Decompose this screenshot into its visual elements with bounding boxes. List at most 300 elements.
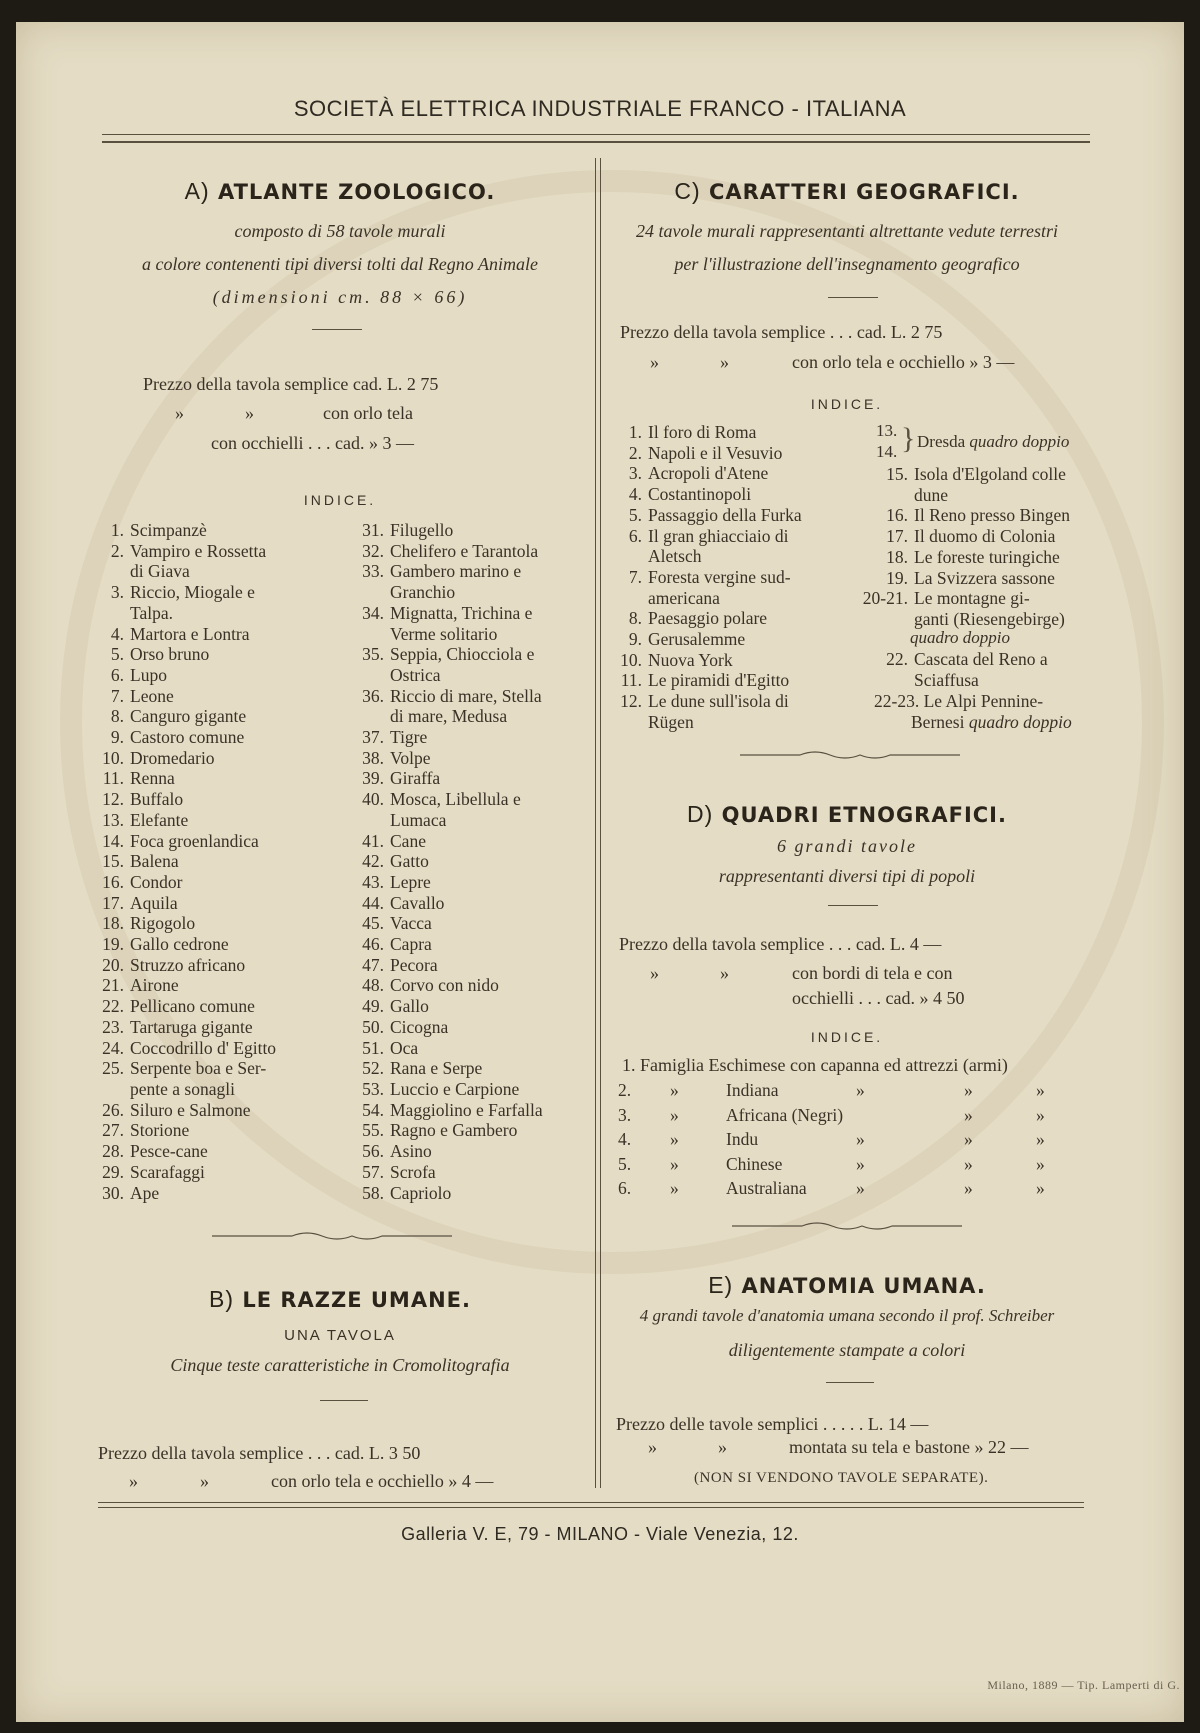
section-b-letter: B): [209, 1286, 234, 1312]
index-number: 41.: [362, 830, 384, 851]
index-number: 4.: [110, 623, 124, 644]
index-label: Scrofa: [390, 1161, 436, 1182]
index-entry: [90, 934, 316, 955]
index-entry: [608, 629, 840, 650]
index-number: 57.: [362, 1161, 384, 1182]
section-e-desc1: 4 grandi tavole d'anatomia umana secondo il prof. Schreiber: [639, 1306, 1055, 1325]
index-label: Luccio e Carpione: [390, 1078, 520, 1099]
index-number: 7.: [110, 685, 124, 706]
index-label: Leone: [130, 685, 174, 706]
index-entry: [350, 1079, 572, 1100]
index-label: Siluro e Salmone: [130, 1099, 251, 1120]
index-number: [850, 485, 914, 506]
index-label: americana: [648, 587, 720, 608]
section-c-note2: quadro doppio: [910, 628, 1010, 647]
index-number: 36.: [362, 685, 384, 706]
section-e-title: [612, 1272, 1082, 1299]
ethno-cell-e: »: [1036, 1129, 1045, 1150]
index-entry: [350, 644, 572, 665]
ethno-cell-d: »: [964, 1178, 973, 1199]
ethno-cell-e: »: [1036, 1104, 1045, 1125]
section-d-table: [618, 1078, 1088, 1201]
section-b-price2: con orlo tela e occhiello » 4 —: [271, 1471, 494, 1491]
ethno-cell-name: Chinese: [726, 1153, 783, 1174]
index-entry: [90, 748, 316, 769]
index-entry: [608, 608, 840, 629]
section-d-price2-ditto2: »: [720, 963, 729, 983]
section-a-price2-ditto2: »: [245, 403, 254, 423]
ethno-cell-d: »: [964, 1129, 973, 1150]
index-label: Oca: [390, 1037, 419, 1058]
index-number: 54.: [362, 1099, 384, 1120]
index-number: 18.: [102, 913, 124, 934]
ethno-cell-e: »: [1036, 1080, 1045, 1100]
index-number: 4.: [628, 484, 642, 505]
index-number: 45.: [362, 913, 384, 934]
flourish-d: [732, 1220, 962, 1232]
index-entry: [90, 1183, 316, 1204]
index-label: Pecora: [390, 954, 438, 975]
section-d-letter: D): [687, 801, 714, 827]
footer-address: Galleria V. E, 79 - MILANO - Viale Venezia, 12.: [401, 1524, 799, 1544]
section-e-price2-ditto1: »: [648, 1437, 657, 1457]
ethno-cell-n: 4.: [618, 1129, 632, 1150]
ethno-cell-c: »: [856, 1080, 865, 1100]
index-label: Granchio: [390, 582, 456, 603]
section-c-dresda: Dresda: [917, 432, 966, 451]
index-number: [608, 588, 648, 609]
index-label: Serpente boa e Ser-: [130, 1058, 267, 1079]
index-entry: [350, 561, 572, 582]
index-entry: [90, 1162, 316, 1183]
ethno-cell-d: »: [964, 1153, 973, 1174]
section-a-price2-ditto1: »: [175, 403, 184, 423]
section-e-price2-ditto2: »: [718, 1437, 727, 1457]
index-entry: [608, 588, 840, 609]
index-label: Il gran ghiacciaio di: [648, 525, 789, 546]
index-entry: [608, 505, 840, 526]
index-label: Coccodrillo d' Egitto: [130, 1037, 277, 1058]
index-entry: [608, 546, 840, 567]
index-entry: [90, 541, 316, 562]
index-label: pente a sonagli: [130, 1078, 235, 1099]
index-number: 53.: [362, 1078, 384, 1099]
section-b-desc: Cinque teste caratteristiche in Cromolitografia: [170, 1355, 510, 1375]
index-number: 6.: [110, 664, 124, 685]
index-entry: [608, 443, 840, 464]
section-b-sub: UNA TAVOLA: [284, 1327, 396, 1344]
index-number: [350, 582, 390, 603]
index-label: Mignatta, Trichina e: [390, 602, 533, 623]
index-label: Costantinopoli: [648, 484, 752, 505]
section-d-indice: INDICE.: [810, 1029, 884, 1045]
index-label: Gatto: [390, 851, 429, 872]
ethno-row: [618, 1176, 1088, 1201]
index-entry: [90, 955, 316, 976]
index-label: Sciaffusa: [914, 669, 979, 690]
index-number: 25.: [102, 1058, 124, 1079]
index-entry: [608, 422, 840, 443]
index-label: Napoli e il Vesuvio: [648, 442, 783, 463]
ethno-cell-n: 5.: [618, 1153, 632, 1174]
index-number: [90, 603, 130, 624]
index-number: 49.: [362, 996, 384, 1017]
index-number: 32.: [362, 540, 384, 561]
ethno-cell-e: »: [1036, 1178, 1045, 1199]
index-label: Corvo con nido: [390, 975, 499, 996]
index-label: Pellicano comune: [130, 996, 255, 1017]
index-entry: [850, 485, 1090, 506]
section-a-title-text: ATLANTE ZOOLOGICO.: [217, 180, 496, 204]
index-label: Martora e Lontra: [130, 623, 250, 644]
index-entry: [850, 609, 1090, 630]
section-c-price2-ditto1: »: [650, 352, 659, 372]
section-c-desc2: per l'illustrazione dell'insegnamento geografico: [674, 254, 1020, 274]
index-number: 42.: [362, 851, 384, 872]
section-d-price2: con bordi di tela e con: [792, 963, 953, 983]
index-label: ganti (Riesengebirge): [914, 608, 1065, 629]
section-b-price2-ditto2: »: [200, 1471, 209, 1491]
index-number: 15.: [886, 464, 908, 484]
index-entry: [850, 505, 1090, 526]
index-number: 3.: [628, 463, 642, 484]
index-label: Scimpanzè: [130, 520, 207, 540]
section-c-item22-23-cont: [911, 712, 1072, 733]
index-number: 9.: [628, 629, 642, 650]
index-entry: [350, 768, 572, 789]
index-label: Passaggio della Furka: [648, 504, 802, 525]
index-label: Isola d'Elgoland colle: [914, 464, 1066, 484]
index-entry: [350, 1100, 572, 1121]
index-number: 2.: [628, 442, 642, 463]
index-label: Rügen: [648, 711, 694, 732]
index-label: Rana e Serpe: [390, 1058, 483, 1079]
section-d-row1: 1. Famiglia Eschimese con capanna ed attrezzi (armi): [622, 1055, 1008, 1075]
index-entry: [90, 582, 316, 603]
section-c-item14: 14.: [876, 442, 898, 461]
index-entry: [850, 464, 1090, 485]
ethno-cell-e: »: [1036, 1153, 1045, 1174]
index-entry: [90, 831, 316, 852]
section-c-brace: }: [901, 422, 916, 455]
section-a-price3: con occhielli . . . cad. » 3 —: [211, 433, 414, 453]
index-number: 14.: [102, 830, 124, 851]
index-entry: [350, 748, 572, 769]
index-label: Verme solitario: [390, 623, 498, 644]
index-label: Il duomo di Colonia: [914, 526, 1056, 547]
index-label: Lupo: [130, 664, 167, 685]
index-label: Seppia, Chiocciola e: [390, 644, 535, 665]
index-label: Capriolo: [390, 1182, 452, 1203]
index-number: 16.: [102, 871, 124, 892]
index-entry: [350, 1141, 572, 1162]
ethno-cell-b: »: [670, 1104, 679, 1125]
section-a-price1: Prezzo della tavola semplice cad. L. 2 75: [143, 374, 439, 394]
index-entry: [90, 1038, 316, 1059]
index-number: 12.: [620, 691, 642, 712]
index-number: 11.: [620, 670, 642, 691]
index-number: 34.: [362, 602, 384, 623]
index-label: Il Reno presso Bingen: [914, 505, 1071, 526]
section-c-desc1: 24 tavole murali rappresentanti altrettante vedute terrestri: [636, 221, 1058, 241]
index-entry: [90, 561, 316, 582]
index-label: Buffalo: [130, 789, 184, 810]
index-entry: [90, 727, 316, 748]
index-entry: [90, 789, 316, 810]
index-number: 38.: [362, 747, 384, 768]
index-label: Le dune sull'isola di: [648, 691, 789, 712]
section-a-index-col1: [90, 520, 316, 1203]
section-a-rule: [312, 329, 362, 330]
index-entry: [608, 670, 840, 691]
section-a-desc2: a colore contenenti tipi diversi tolti dal Regno Animale: [142, 254, 538, 274]
index-number: 1.: [110, 520, 124, 540]
index-entry: [350, 686, 572, 707]
section-a-title: [100, 178, 580, 205]
index-number: 15.: [102, 851, 124, 872]
index-label: Riccio di mare, Stella: [390, 685, 542, 706]
index-label: Aquila: [130, 892, 178, 913]
index-entry: [608, 691, 840, 712]
flourish-a: [212, 1230, 452, 1242]
index-label: Gallo cedrone: [130, 934, 229, 955]
index-entry: [90, 851, 316, 872]
index-entry: [90, 603, 316, 624]
index-number: 27.: [102, 1120, 124, 1141]
ethno-cell-b: »: [670, 1153, 679, 1174]
section-c-item22-23: 22-23. Le Alpi Pennine-: [874, 691, 1044, 711]
index-number: 22.: [886, 649, 908, 669]
section-d-title-text: QUADRI ETNOGRAFICI.: [721, 803, 1007, 827]
index-number: [350, 624, 390, 645]
section-c-rule: [828, 297, 878, 298]
index-label: Le piramidi d'Egitto: [648, 670, 790, 691]
index-entry: [350, 624, 572, 645]
section-b-price2-ditto1: »: [129, 1471, 138, 1491]
index-number: 1.: [628, 422, 642, 442]
index-entry: [350, 810, 572, 831]
index-number: 48.: [362, 975, 384, 996]
index-entry: [608, 463, 840, 484]
index-label: Cicogna: [390, 1016, 449, 1037]
index-label: Foresta vergine sud-: [648, 566, 791, 587]
index-number: 40.: [362, 789, 384, 810]
index-number: [608, 712, 648, 733]
index-number: 28.: [102, 1141, 124, 1162]
index-label: Le foreste turingiche: [914, 546, 1060, 567]
index-number: 9.: [110, 727, 124, 748]
index-entry: [90, 1100, 316, 1121]
index-number: 10.: [102, 747, 124, 768]
index-label: Tartaruga gigante: [130, 1016, 253, 1037]
index-number: 55.: [362, 1120, 384, 1141]
index-label: Acropoli d'Atene: [648, 463, 769, 484]
section-e-price2: montata su tela e bastone » 22 —: [789, 1437, 1029, 1457]
index-entry: [350, 1162, 572, 1183]
index-label: Rigogolo: [130, 913, 196, 934]
ethno-cell-c: »: [856, 1178, 865, 1199]
index-number: 20.: [102, 954, 124, 975]
index-entry: [90, 1079, 316, 1100]
section-e-letter: E): [708, 1272, 734, 1298]
index-label: Renna: [130, 768, 175, 789]
index-label: Airone: [130, 975, 179, 996]
ethno-row: [618, 1127, 1088, 1152]
ethno-cell-c: »: [856, 1153, 865, 1174]
index-entry: [350, 520, 572, 541]
index-label: Filugello: [390, 520, 454, 540]
index-number: 12.: [102, 789, 124, 810]
index-number: 8.: [628, 608, 642, 629]
index-number: 26.: [102, 1099, 124, 1120]
index-number: 19.: [886, 567, 908, 588]
section-d-title: [612, 801, 1082, 828]
index-label: Lumaca: [390, 809, 447, 830]
index-entry: [350, 665, 572, 686]
index-label: Le montagne gi-: [914, 588, 1030, 609]
ethno-cell-b: »: [670, 1178, 679, 1199]
index-number: 44.: [362, 892, 384, 913]
ethno-cell-n: 3.: [618, 1104, 632, 1125]
index-number: 51.: [362, 1037, 384, 1058]
index-number: 47.: [362, 954, 384, 975]
index-number: 6.: [628, 525, 642, 546]
index-label: Giraffa: [390, 768, 441, 789]
section-c-index-col1: [608, 422, 840, 733]
index-entry: [350, 603, 572, 624]
index-entry: [850, 649, 1090, 670]
index-number: 39.: [362, 768, 384, 789]
section-c-bernesi-note: quadro doppio: [968, 712, 1072, 732]
index-number: 3.: [110, 582, 124, 603]
ethno-cell-name: Australiana: [726, 1178, 807, 1199]
ethno-cell-d: »: [964, 1080, 973, 1100]
index-entry: [350, 1183, 572, 1204]
index-number: 8.: [110, 706, 124, 727]
index-label: Vacca: [390, 913, 432, 934]
index-number: 30.: [102, 1182, 124, 1203]
index-label: Paesaggio polare: [648, 608, 768, 629]
index-entry: [350, 996, 572, 1017]
index-entry: [350, 1120, 572, 1141]
section-a-indice: INDICE.: [303, 492, 377, 508]
index-number: 33.: [362, 561, 384, 582]
section-a-price2: con orlo tela: [323, 403, 413, 423]
index-label: Lepre: [390, 871, 431, 892]
section-a-desc1: composto di 58 tavole murali: [234, 221, 446, 241]
index-entry: [850, 547, 1090, 568]
ethno-row: [618, 1103, 1088, 1128]
section-c-letter: C): [674, 178, 701, 204]
index-number: [90, 561, 130, 582]
index-number: 13.: [102, 809, 124, 830]
index-number: 17.: [102, 892, 124, 913]
index-number: [90, 1079, 130, 1100]
index-number: 18.: [886, 546, 908, 567]
index-label: Capra: [390, 934, 432, 955]
index-entry: [850, 588, 1090, 609]
section-c-index-col2: [850, 464, 1090, 630]
index-entry: [608, 484, 840, 505]
index-number: 5.: [110, 644, 124, 665]
page-header: SOCIETÀ ELETTRICA INDUSTRIALE FRANCO - ITALIANA: [293, 96, 907, 121]
index-label: Vampiro e Rossetta: [130, 540, 267, 561]
index-label: Il foro di Roma: [648, 422, 757, 442]
index-label: dune: [914, 484, 949, 505]
index-entry: [350, 955, 572, 976]
index-number: 22.: [102, 996, 124, 1017]
index-label: Asino: [390, 1141, 432, 1162]
section-c-item13-14: [917, 432, 1069, 452]
index-number: 35.: [362, 644, 384, 665]
index-entry: [90, 1017, 316, 1038]
section-d-rule: [828, 905, 878, 906]
index-label: Maggiolino e Farfalla: [390, 1099, 543, 1120]
index-entry: [350, 975, 572, 996]
index-label: Ostrica: [390, 664, 441, 685]
index-entry: [350, 851, 572, 872]
index-number: [350, 706, 390, 727]
ethno-cell-b: »: [670, 1129, 679, 1150]
index-entry: [350, 1058, 572, 1079]
index-entry: [350, 541, 572, 562]
section-a-index-col2: [350, 520, 572, 1203]
section-d-desc2: rappresentanti diversi tipi di popoli: [718, 866, 976, 886]
section-c-price2-ditto2: »: [720, 352, 729, 372]
flourish-c: [740, 749, 960, 761]
index-number: 20-21.: [862, 588, 908, 609]
index-number: 46.: [362, 934, 384, 955]
index-number: 43.: [362, 871, 384, 892]
section-e-rule: [826, 1382, 874, 1383]
index-label: di mare, Medusa: [390, 706, 508, 727]
ethno-cell-name: Indu: [726, 1129, 759, 1150]
section-b-title-text: LE RAZZE UMANE.: [242, 1288, 471, 1312]
index-label: Castoro comune: [130, 727, 245, 748]
index-label: Talpa.: [130, 602, 173, 623]
index-number: [850, 670, 914, 691]
index-number: 17.: [886, 526, 908, 547]
index-number: 7.: [628, 566, 642, 587]
section-e-desc2: diligentemente stampate a colori: [728, 1340, 966, 1360]
index-entry: [608, 567, 840, 588]
index-label: Riccio, Miogale e: [130, 582, 255, 603]
index-entry: [350, 706, 572, 727]
index-number: [350, 665, 390, 686]
index-number: 21.: [102, 975, 124, 996]
section-e-price1: Prezzo delle tavole semplici . . . . . L. 14 —: [616, 1414, 929, 1434]
index-entry: [90, 644, 316, 665]
index-number: [350, 810, 390, 831]
section-b-title: [100, 1286, 580, 1313]
index-label: Nuova York: [648, 649, 733, 670]
section-d-price2-ditto1: »: [650, 963, 659, 983]
index-label: Cane: [390, 830, 426, 851]
section-c-bernesi: Bernesi: [911, 712, 965, 732]
index-label: Elefante: [130, 809, 189, 830]
index-entry: [90, 996, 316, 1017]
index-entry: [350, 582, 572, 603]
index-number: 2.: [110, 540, 124, 561]
index-label: Ragno e Gambero: [390, 1120, 518, 1141]
index-label: di Giava: [130, 561, 190, 582]
header-rule: [102, 134, 1090, 143]
section-c-index-col2b: [850, 649, 1090, 690]
index-entry: [350, 913, 572, 934]
section-c-item13: 13.: [876, 421, 898, 440]
index-entry: [90, 975, 316, 996]
index-entry: [90, 1120, 316, 1141]
